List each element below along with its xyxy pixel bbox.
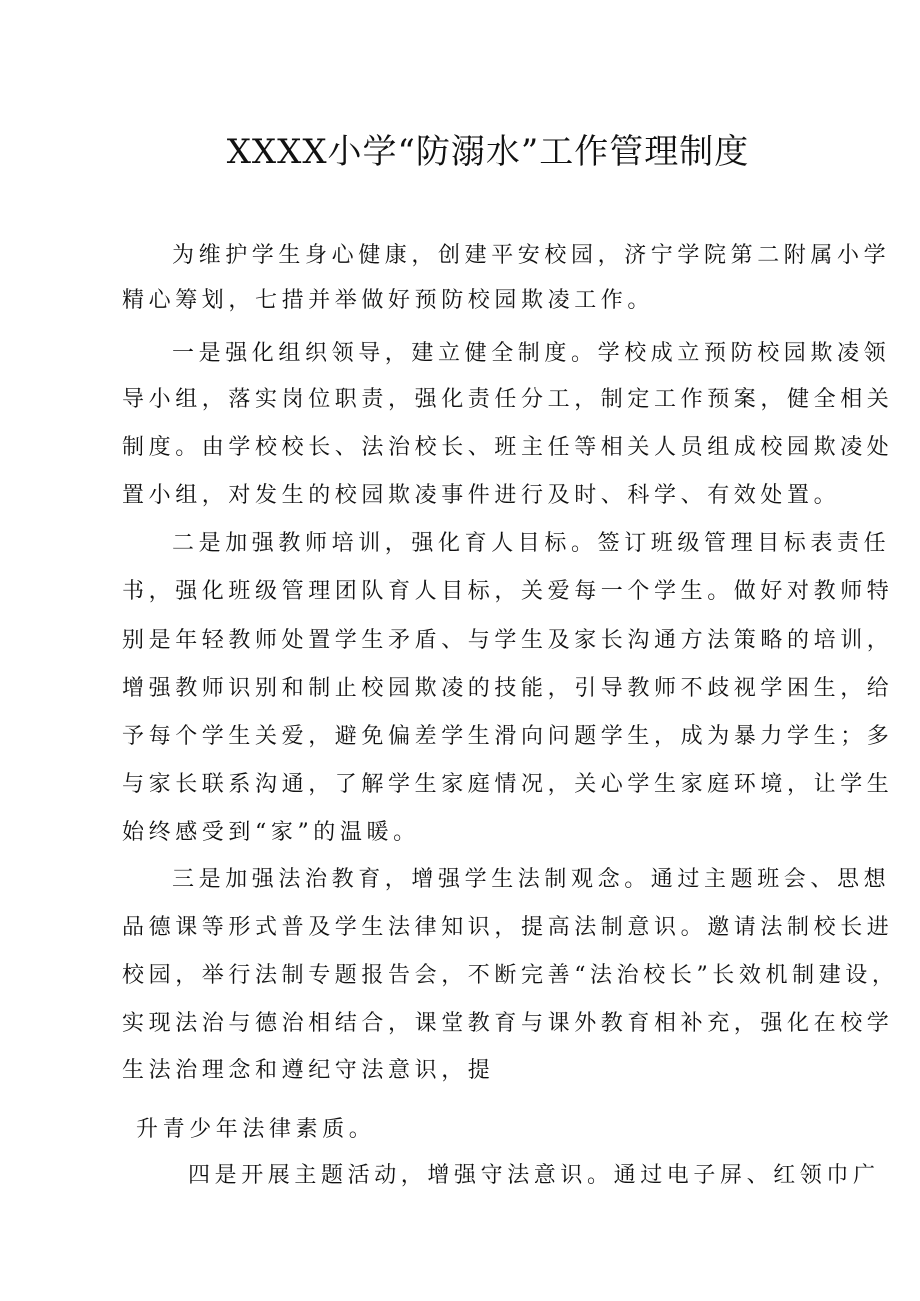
paragraph-line: 校园，举行法制专题报告会，不断完善“法治校长”长效机制建设， — [122, 963, 899, 988]
paragraph-line: 生法治理念和遵纪守法意识，提 — [122, 1058, 495, 1083]
paragraph-line: 二是加强教师培训，强化育人目标。签订班级管理目标表责任 — [172, 531, 891, 556]
paragraph-line: 实现法治与德治相结合，课堂教育与课外教育相补充，强化在校学 — [122, 1011, 894, 1036]
paragraph-line: 精心筹划，七措并举做好预防校园欺凌工作。 — [122, 288, 655, 313]
paragraph-line: 书，强化班级管理团队育人目标，关爱每一个学生。做好对教师特 — [122, 579, 894, 604]
paragraph-line: 予每个学生关爱，避免偏差学生滑向问题学生，成为暴力学生；多 — [122, 724, 894, 749]
paragraph-line: 增强教师识别和制止校园欺凌的技能，引导教师不歧视学困生，给 — [122, 676, 894, 701]
paragraph-line: 制度。由学校校长、法治校长、班主任等相关人员组成校园欺凌处 — [122, 435, 894, 460]
paragraph-line: 导小组，落实岗位职责，强化责任分工，制定工作预案，健全相关 — [122, 387, 894, 412]
paragraph-line: 始终感受到“家”的温暖。 — [122, 820, 420, 845]
paragraph-line: 一是强化组织领导，建立健全制度。学校成立预防校园欺凌领 — [172, 341, 891, 366]
paragraph-line: 为维护学生身心健康，创建平安校园，济宁学院第二附属小学 — [172, 243, 891, 268]
paragraph-line: 三是加强法治教育，增强学生法制观念。通过主题班会、思想 — [172, 867, 891, 892]
paragraph-line: 品德课等形式普及学生法律知识，提高法制意识。邀请法制校长进 — [122, 915, 894, 940]
document-title: XXXX小学“防溺水”工作管理制度 — [226, 132, 750, 172]
paragraph-line: 与家长联系沟通，了解学生家庭情况，关心学生家庭环境，让学生 — [122, 772, 894, 797]
paragraph-line: 四是开展主题活动，增强守法意识。通过电子屏、红领巾广 — [188, 1163, 880, 1188]
paragraph-line: 升青少年法律素质。 — [136, 1117, 376, 1142]
paragraph-line: 置小组，对发生的校园欺凌事件进行及时、科学、有效处置。 — [122, 483, 841, 508]
paragraph-line: 别是年轻教师处置学生矛盾、与学生及家长沟通方法策略的培训， — [122, 628, 894, 653]
